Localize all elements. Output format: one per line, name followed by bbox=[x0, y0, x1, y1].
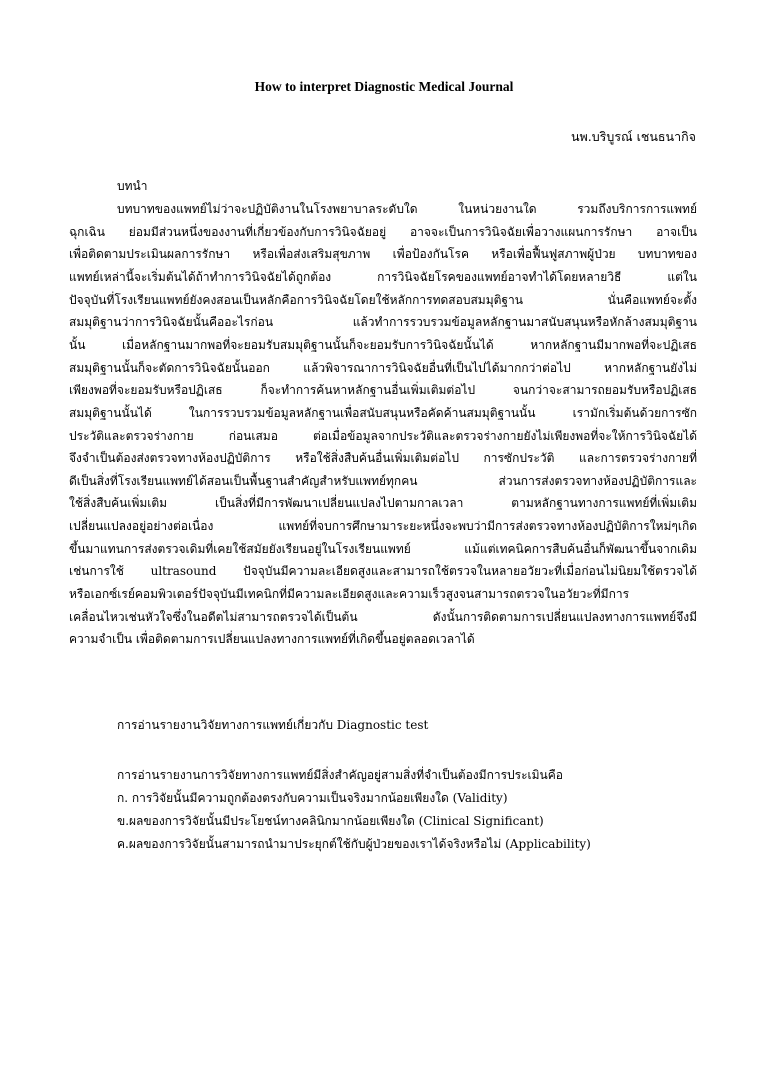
paragraph-line: หรือเอกซ์เรย์คอมพิวเตอร์ปัจจุบันมีเทคนิกที่มีความละเอียดสูงและความเร็วสูงจนสามารถตรวจในอวัยวะที่มีการ bbox=[69, 587, 630, 602]
criteria-item: ค.ผลของการวิจัยนั้นสามารถนำมาประยุกต์ใช้กับผู้ป่วยของเราได้จริงหรือไม่ (Applicability) bbox=[117, 837, 591, 851]
subheading: การอ่านรายงานวิจัยทางการแพทย์เกี่ยวกับ Diagnostic test bbox=[117, 718, 429, 732]
paragraph-line: สมมุติฐานว่าการวินิจฉัยนั้นคืออะไรก่อน แล้วทำการรวบรวมข้อมูลหลักฐานมาสนับสนุนหรือหักล้างสมมุติฐาน bbox=[69, 315, 697, 330]
paragraph-line: เปลี่ยนแปลงอยู่อย่างต่อเนื่อง แพทย์ที่จบการศึกษามาระยะหนึ่งจะพบว่ามีการส่งตรวจทางห้องปฏิบัติการใหม่ๆเกิด bbox=[69, 519, 697, 534]
paragraph-line: ฉุกเฉิน ย่อมมีส่วนหนึ่งของงานที่เกี่ยวข้องกับการวินิจฉัยอยู่ อาจจะเป็นการวินิจฉัยเพื่อวางแผนการรักษา อาจเป็น bbox=[69, 224, 697, 239]
author-name: นพ.บริบูรณ์ เชนธนากิจ bbox=[570, 129, 696, 144]
criteria-item: ข.ผลของการวิจัยนั้นมีประโยชน์ทางคลินิกมากน้อยเพียงใด (Clinical Significant) bbox=[117, 814, 544, 828]
paragraph-line: เช่นการใช้ ultrasound ปัจจุบันมีความละเอียดสูงและสามารถใช้ตรวจในหลายอวัยวะที่เมื่อก่อนไม่นิยมใช้ตรวจได้ bbox=[69, 564, 697, 579]
paragraph-line: ใช้สิ่งสืบค้นเพิ่มเติม เป็นสิ่งที่มีการพัฒนาเปลี่ยนแปลงไปตามกาลเวลา ตามหลักฐานทางการแพทย์ที่เพิ่มเติม bbox=[69, 496, 697, 511]
paragraph-line: สมมุติฐานนั้นก็จะตัดการวินิจฉัยนั้นออก แล้วพิจารณาการวินิจฉัยอื่นที่เป็นไปได้มากกว่าต่อไป หากหลักฐานยังไม่ bbox=[69, 360, 697, 375]
paragraph-line: บทบาทของแพทย์ไม่ว่าจะปฏิบัติงานในโรงพยาบาลระดับใด ในหน่วยงานใด รวมถึงบริการการแพทย์ bbox=[117, 202, 697, 216]
paragraph-line: ดีเป็นสิ่งที่โรงเรียนแพทย์ได้สอนเป็นพื้นฐานสำคัญสำหรับแพทย์ทุกคน ส่วนการส่งตรวจทางห้องปฏิบัติการและ bbox=[69, 473, 697, 488]
paragraph-line: จึงจำเป็นต้องส่งตรวจทางห้องปฏิบัติการ หรือใช้สิ่งสืบค้นอื่นเพิ่มเติมต่อไป การซักประวัติ และการตรวจร่างกายที่ bbox=[69, 451, 697, 466]
paragraph-line: เพียงพอที่จะยอมรับหรือปฏิเสธ ก็จะทำการค้นหาหลักฐานอื่นเพิ่มเติมต่อไป จนกว่าจะสามารถยอมรับหรือปฏิเสธ bbox=[69, 383, 697, 398]
paragraph-line: ปัจจุบันที่โรงเรียนแพทย์ยังคงสอนเป็นหลักคือการวินิจฉัยโดยใช้หลักการทดสอบสมมุติฐาน นั่นคือแพทย์จะตั้ง bbox=[69, 292, 697, 307]
criteria-item: ก. การวิจัยนั้นมีความถูกต้องตรงกับความเป็นจริงมากน้อยเพียงใด (Validity) bbox=[117, 791, 508, 805]
paragraph-line: แพทย์เหล่านี้จะเริ่มต้นได้ถ้าทำการวินิจฉัยได้ถูกต้อง การวินิจฉัยโรคของแพทย์อาจทำได้โดยหลายวิธี แต่ใน bbox=[69, 269, 697, 284]
paragraph-line: เพื่อติดตามประเมินผลการรักษา หรือเพื่อส่งเสริมสุขภาพ เพื่อป้องกันโรค หรือเพื่อฟื้นฟูสภาพผู้ป่วย บทบาทของ bbox=[69, 247, 697, 262]
intro-line: การอ่านรายงานการวิจัยทางการแพทย์มีสิ่งสำคัญอยู่สามสิ่งที่จำเป็นต้องมีการประเมินคือ bbox=[117, 768, 563, 782]
paragraph-line: สมมุติฐานนั้นได้ ในการรวบรวมข้อมูลหลักฐานเพื่อสนับสนุนหรือคัดค้านสมมุติฐานนั้น เรามักเริ่มต้นด้วยการซัก bbox=[69, 405, 697, 420]
paragraph-line: ขึ้นมาแทนการส่งตรวจเดิมที่เคยใช้สมัยยังเรียนอยู่ในโรงเรียนแพทย์ แม้แต่เทคนิคการสืบค้นอื่นก็พัฒนาขึ้นจากเดิม bbox=[69, 541, 697, 556]
paragraph-line: ความจำเป็น เพื่อติดตามการเปลี่ยนแปลงทางการแพทย์ที่เกิดขึ้นอยู่ตลอดเวลาได้ bbox=[69, 632, 475, 647]
paragraph-line: นั้น เมื่อหลักฐานมากพอที่จะยอมรับสมมุติฐานนั้นก็จะยอมรับการวินิจฉัยนั้นได้ หากหลักฐานมีมากพอที่จะปฏิเสธ bbox=[69, 337, 697, 352]
document-title: How to interpret Diagnostic Medical Journal bbox=[254, 79, 514, 94]
paragraph-line: ประวัติและตรวจร่างกาย ก่อนเสมอ ต่อเมื่อข้อมูลจากประวัติและตรวจร่างกายยังไม่เพียงพอที่จะให้การวินิจฉัยได้ bbox=[69, 428, 697, 443]
section-heading: บทนำ bbox=[117, 179, 148, 193]
paragraph-line: เคลื่อนไหวเช่นหัวใจซึ่งในอดีตไม่สามารถตรวจได้เป็นต้น ดังนั้นการติดตามการเปลี่ยนแปลงทางการแพทย์จึงมี bbox=[69, 609, 697, 624]
